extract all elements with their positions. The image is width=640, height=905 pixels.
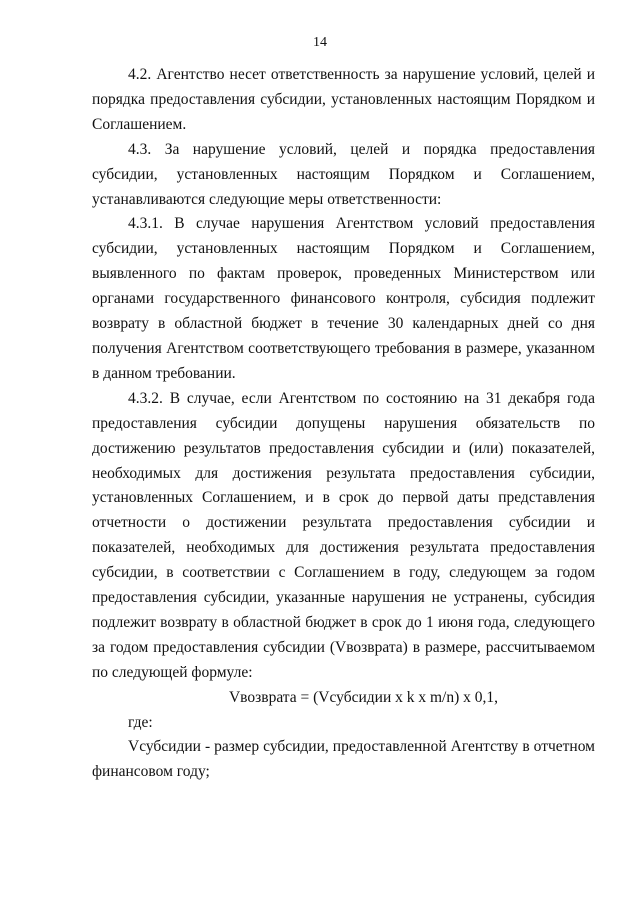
page-number: 14 [313,35,327,50]
paragraph-4-2: 4.2. Агентство несет ответственность за нарушение условий, целей и порядка предоставления субсидии, установленных настоящим Порядком и Соглашением. [92,66,595,133]
document-body [92,63,595,785]
paragraph-4-3: 4.3. За нарушение условий, целей и порядка предоставления субсидии, установленных настоящим Порядком и Соглашением, устанавливаются следующие меры ответственности: [92,140,595,208]
paragraph-4-3-2: 4.3.2. В случае, если Агентством по состоянию на 31 декабря года предоставления субсидии допущены нарушения обязательств по достижению результатов предоставления субсидии и (или) показателей, необходимых для достижения результата предоставления субсидии, установленных Соглашением, и в срок до первой даты представления отчетности о достижении результата предоставления субсидии и показателей, необходимых для достижения результата предоставления субсидии, в соответствии с Соглашением в году, следующем за годом предоставления субсидии, указанные нарушения не устранены, субсидия подлежит возврату в областной бюджет в срок до 1 июня года, следующего за годом предоставления субсидии (Vвозврата) в размере, рассчитываемом по следующей формуле: [92,389,595,681]
definition-vsubsidii: Vсубсидии - размер субсидии, предоставленной Агентству в отчетном финансовом году; [92,738,595,781]
where-label: где: [128,713,153,731]
formula: Vвозврата = (Vсубсидии x k x m/n) x 0,1, [228,688,499,706]
paragraph-4-3-1: 4.3.1. В случае нарушения Агентством условий предоставления субсидии, установленных настоящим Порядком и Соглашением, выявленного по фактам проверок, проведенных Министерством или органами государственного финансового контроля, субсидия подлежит возврату в областной бюджет в течение 30 календарных дней со дня получения Агентством соответствующего требования в размере, указанном в данном требовании. [92,215,595,382]
